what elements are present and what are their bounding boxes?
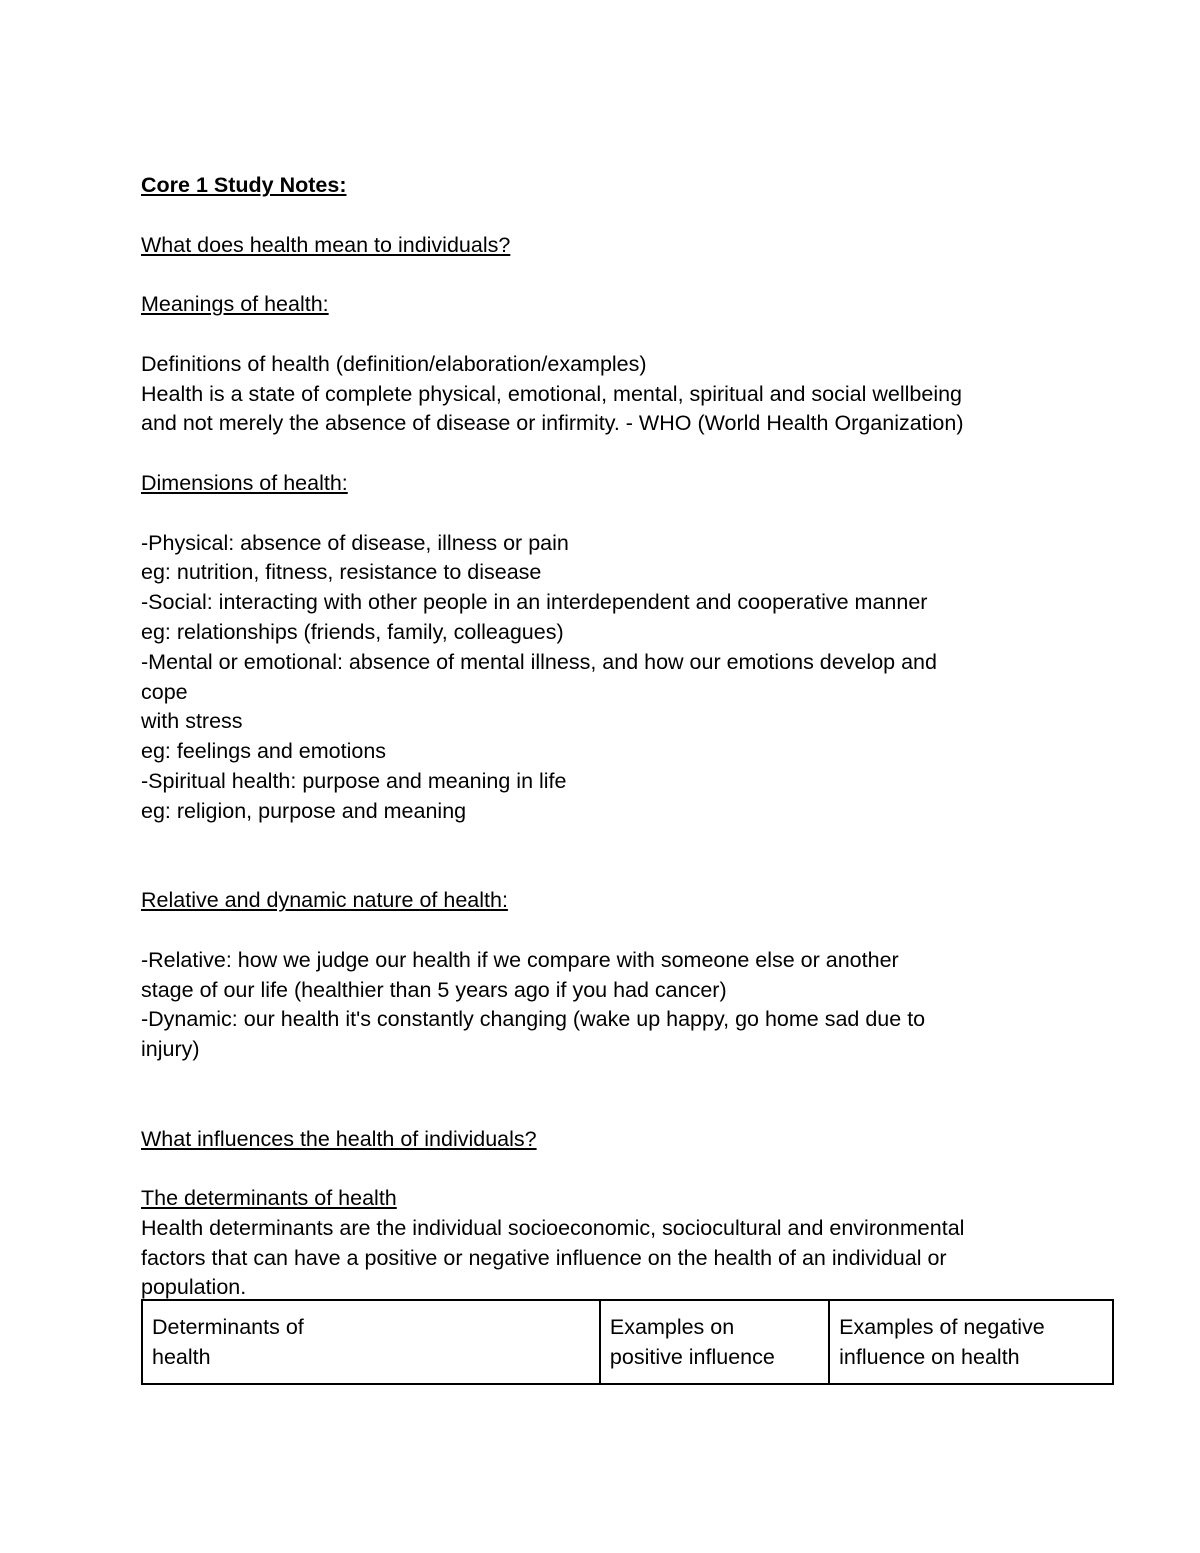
heading-meanings-of-health: Meanings of health: <box>141 292 329 317</box>
dimension-line: eg: relationships (friends, family, colleagues) <box>141 619 564 644</box>
spacer <box>141 1065 1071 1095</box>
dimension-line: eg: nutrition, fitness, resistance to disease <box>141 560 542 585</box>
heading-what-does-health-mean: What does health mean to individuals? <box>141 232 511 257</box>
determinants-table <box>141 1299 1114 1385</box>
spacer <box>141 499 1071 529</box>
relative-line: -Dynamic: our health it's constantly changing (wake up happy, go home sad due to <box>141 1007 926 1032</box>
heading-what-influences-health: What influences the health of individuals? <box>141 1126 537 1151</box>
dimension-line: eg: feelings and emotions <box>141 739 387 764</box>
heading-determinants-of-health: The determinants of health <box>141 1186 397 1211</box>
dimension-line: -Social: interacting with other people in an interdependent and cooperative manner <box>141 590 928 615</box>
determinants-text-line: population. <box>141 1275 247 1300</box>
spacer <box>141 856 1071 886</box>
relative-line: -Relative: how we judge our health if we compare with someone else or another <box>141 947 899 972</box>
table-header-cell <box>829 1300 1113 1384</box>
spacer <box>141 439 1071 469</box>
dimension-line: cope <box>141 679 188 704</box>
relative-line: injury) <box>141 1037 200 1062</box>
spacer <box>141 916 1071 946</box>
determinants-text-line: Health determinants are the individual socioeconomic, sociocultural and environmental <box>141 1215 965 1240</box>
spacer <box>141 1154 1071 1184</box>
header-determinants: Determinants of health <box>152 1315 304 1369</box>
dimension-line: with stress <box>141 709 243 734</box>
table-header-cell <box>600 1300 829 1384</box>
document-body <box>141 171 1071 1303</box>
definitions-intro: Definitions of health (definition/elaboration/examples) <box>141 351 647 376</box>
determinants-text-line: factors that can have a positive or negative influence on the health of an individual or <box>141 1245 947 1270</box>
dimension-line: eg: religion, purpose and meaning <box>141 798 467 823</box>
dimension-line: -Spiritual health: purpose and meaning in life <box>141 768 567 793</box>
spacer <box>141 201 1071 231</box>
table-header-cell <box>142 1300 600 1384</box>
spacer <box>141 1095 1071 1125</box>
header-positive-influence: Examples on positive influence <box>609 1315 775 1369</box>
spacer <box>141 320 1071 350</box>
header-negative-influence: Examples of negative influence on health <box>839 1315 1045 1369</box>
definition-line: and not merely the absence of disease or infirmity. - WHO (World Health Organization) <box>141 411 964 436</box>
heading-relative-dynamic: Relative and dynamic nature of health: <box>141 888 508 913</box>
table-header-row <box>142 1300 1113 1384</box>
heading-dimensions-of-health: Dimensions of health: <box>141 470 348 495</box>
dimension-line: -Mental or emotional: absence of mental illness, and how our emotions develop and <box>141 649 937 674</box>
document-title: Core 1 Study Notes: <box>141 173 347 197</box>
spacer <box>141 827 1071 857</box>
relative-line: stage of our life (healthier than 5 years ago if you had cancer) <box>141 977 727 1002</box>
spacer <box>141 260 1071 290</box>
dimension-line: -Physical: absence of disease, illness or pain <box>141 530 569 555</box>
definition-line: Health is a state of complete physical, emotional, mental, spiritual and social wellbeing <box>141 381 963 406</box>
